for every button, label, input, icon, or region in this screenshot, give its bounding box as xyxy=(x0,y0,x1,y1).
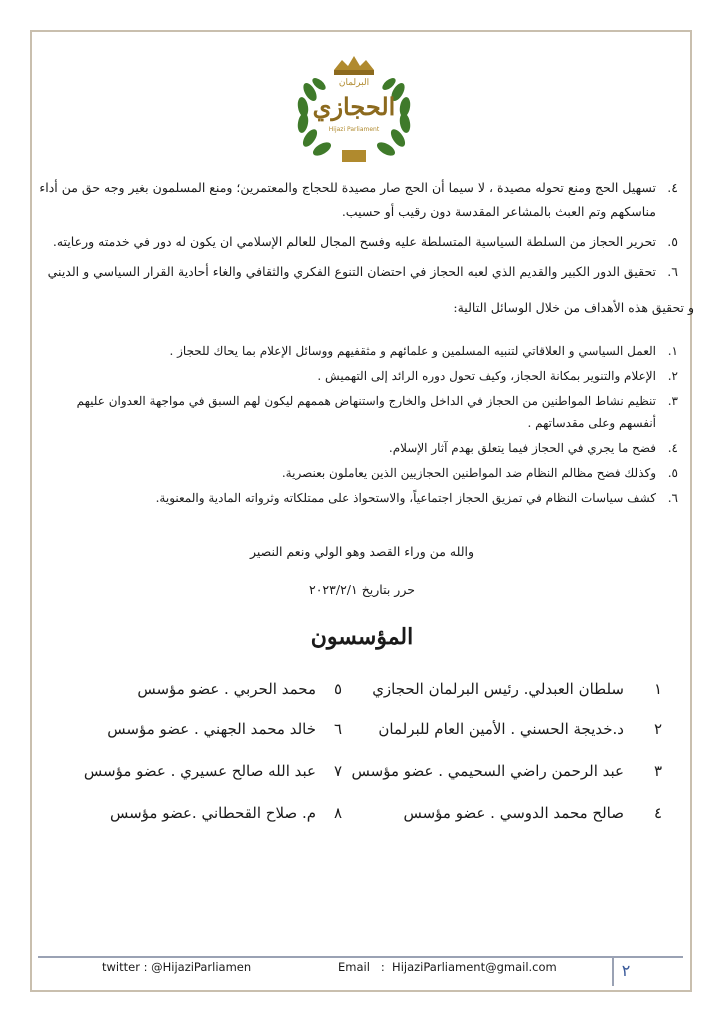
list-item: ١. العمل السياسي و العلاقاتي لتنبيه المسلمين و علمائهم و مثقفيهم ووسائل الإعلام بما يحاك للحجاز . xyxy=(169,344,678,358)
list-item: ٢. الإعلام والتنوير بمكانة الحجاز، وكيف تحول دوره الرائد إلى التهميش . xyxy=(317,369,678,383)
founder-row xyxy=(0,762,724,792)
list-item: ٦. كشف سياسات النظام في تمزيق الحجاز اجتماعياً، والاستحواذ على ممتلكاته وثرواته المادية والمعنوية. xyxy=(155,491,678,505)
founder-row xyxy=(0,804,724,834)
founder-number: ٦ xyxy=(333,720,343,738)
parliament-logo xyxy=(292,52,416,164)
founder-number: ١ xyxy=(653,680,663,698)
founder-name: م. صلاح القحطاني .عضو مؤسس xyxy=(109,804,316,822)
list-item: ٤. فضح ما يجري في الحجاز فيما يتعلق بهدم آثار الإسلام. xyxy=(388,441,678,455)
list-item: ٥. تحرير الحجاز من السلطة السياسية المتسلطة عليه وفسح المجال للعالم الإسلامي ان يكون له دور في خدمته ورعايته. xyxy=(52,234,678,249)
goals-list xyxy=(36,176,678,290)
founder-number: ٢ xyxy=(653,720,663,738)
page-number: ٢ xyxy=(612,958,638,986)
founder-name: سلطان العبدلي. رئيس البرلمان الحجازي xyxy=(372,680,624,698)
founder-row xyxy=(0,720,724,750)
list-item: ٤. تسهيل الحج ومنع تحوله مصيدة ، لا سيما أن الحج صار مصيدة للحجاج والمعتمرين؛ ومنع المسلمون بغير وجه حق من أداء مناسكهم وتم العبث بالمشاعر المقدسة دون رقيب أو حسيب. xyxy=(39,180,678,219)
founder-name: د.خديجة الحسني . الأمين العام للبرلمان xyxy=(378,720,624,738)
footer-email[interactable]: Email : HijaziParliament@gmail.com xyxy=(338,960,557,974)
founder-number: ٧ xyxy=(333,762,343,780)
founder-name: عبد الرحمن راضي السحيمي . عضو مؤسس xyxy=(351,762,624,780)
founders-title: المؤسسون xyxy=(310,624,414,650)
founder-name: خالد محمد الجهني . عضو مؤسس xyxy=(107,720,316,738)
founder-row xyxy=(0,680,724,710)
founder-number: ٨ xyxy=(333,804,343,822)
founder-number: ٤ xyxy=(653,804,663,822)
founder-name: عبد الله صالح عسيري . عضو مؤسس xyxy=(83,762,316,780)
logo-main-text: الحجازي xyxy=(312,92,396,121)
list-item: ٣. تنظيم نشاط المواطنين من الحجاز في الداخل والخارج واستنهاض هممهم ليكون لهم السبق في مواجهة العدوان عليهم أنفسهم وعلى مقدساتهم . xyxy=(76,394,678,430)
footer-divider xyxy=(38,956,683,958)
founder-number: ٥ xyxy=(333,680,343,698)
means-intro: و تحقيق هذه الأهداف من خلال الوسائل التالية: xyxy=(453,300,694,315)
means-list xyxy=(38,340,678,512)
logo-sub-text: Hijazi Parliament xyxy=(328,126,380,133)
date-text: حرر بتاريخ ٢٠٢٣/٢/١ xyxy=(309,582,415,597)
list-item: ٥. وكذلك فضح مظالم النظام ضد المواطنين الحجازيين الذين يعاملون بعنصرية. xyxy=(281,466,678,480)
founder-number: ٣ xyxy=(653,762,663,780)
footer-twitter[interactable]: twitter : @HijaziParliamen xyxy=(102,960,252,974)
closing-text: والله من وراء القصد وهو الولي ونعم النصير xyxy=(249,544,475,559)
list-item: ٦. تحقيق الدور الكبير والقديم الذي لعبه الحجاز في احتضان التنوع الفكري والثقافي والغاء أحادية القرار السياسي و الديني xyxy=(47,264,678,279)
founder-name: صالح محمد الدوسي . عضو مؤسس xyxy=(403,804,624,822)
founder-name: محمد الحربي . عضو مؤسس xyxy=(137,680,316,698)
logo-small-text: البرلمان xyxy=(338,78,370,88)
